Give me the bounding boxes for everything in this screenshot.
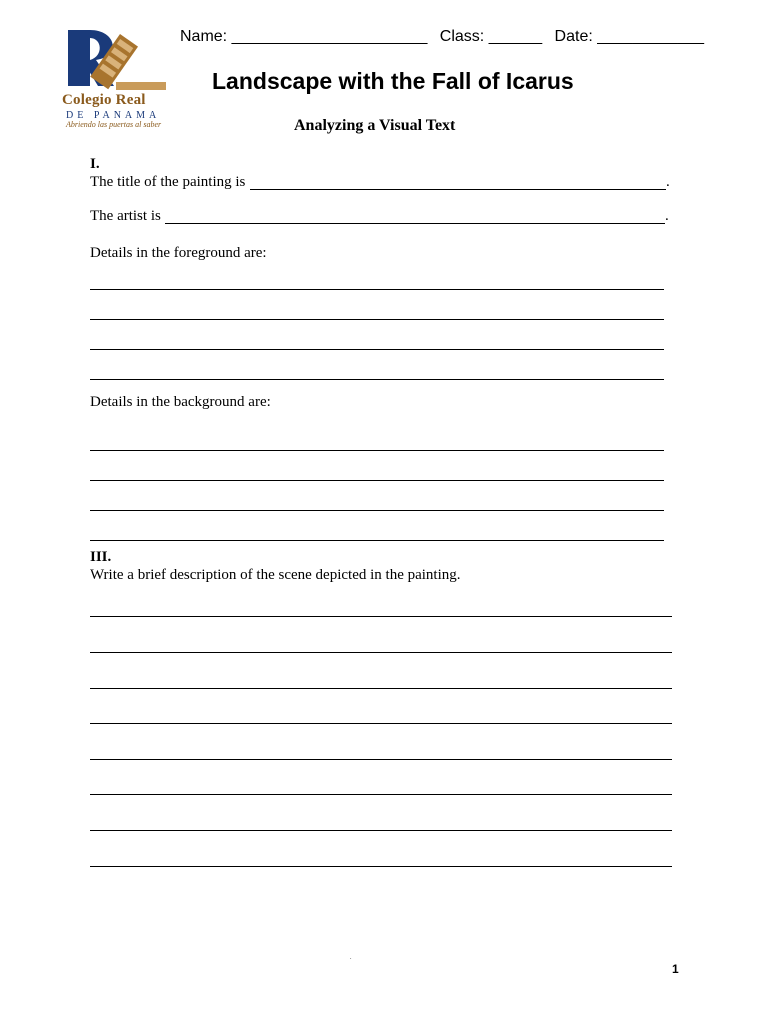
name-field-label[interactable]: Name: ______________________ [180, 28, 428, 45]
page-number: 1 [672, 962, 679, 976]
background-prompt: Details in the background are: [90, 394, 271, 410]
background-line-1[interactable] [90, 450, 664, 451]
description-line-7[interactable] [90, 830, 672, 831]
title-prompt: The title of the painting is [90, 174, 246, 190]
footer-dot: . [350, 955, 352, 961]
header-fields [180, 28, 712, 46]
artist-period: . [665, 208, 669, 224]
page-subtitle: Analyzing a Visual Text [294, 117, 456, 134]
foreground-line-4[interactable] [90, 379, 664, 380]
description-line-1[interactable] [90, 616, 672, 617]
description-line-3[interactable] [90, 688, 672, 689]
class-field-label[interactable]: Class: ______ [439, 28, 543, 45]
foreground-line-2[interactable] [90, 319, 664, 320]
background-line-2[interactable] [90, 480, 664, 481]
section-1-label: I. [90, 156, 100, 172]
date-field-label[interactable]: Date: ____________ [554, 28, 705, 45]
background-line-4[interactable] [90, 540, 664, 541]
logo-tagline: Abriendo las puertas al saber [66, 120, 162, 129]
logo-school-name: Colegio Real [62, 92, 146, 108]
foreground-prompt: Details in the foreground are: [90, 245, 267, 261]
description-prompt: Write a brief description of the scene depicted in the painting. [90, 567, 461, 583]
title-period: . [666, 174, 670, 190]
description-line-6[interactable] [90, 794, 672, 795]
background-line-3[interactable] [90, 510, 664, 511]
artist-answer-line[interactable] [165, 223, 665, 224]
school-crest-icon [60, 26, 170, 96]
foreground-line-1[interactable] [90, 289, 664, 290]
description-line-5[interactable] [90, 759, 672, 760]
description-line-8[interactable] [90, 866, 672, 867]
page-title: Landscape with the Fall of Icarus [212, 68, 574, 94]
title-answer-line[interactable] [250, 189, 666, 190]
foreground-line-3[interactable] [90, 349, 664, 350]
artist-prompt: The artist is [90, 208, 161, 224]
description-line-2[interactable] [90, 652, 672, 653]
logo-school-subname: DE PANAMA [66, 110, 161, 121]
description-line-4[interactable] [90, 723, 672, 724]
section-3-label: III. [90, 549, 112, 565]
